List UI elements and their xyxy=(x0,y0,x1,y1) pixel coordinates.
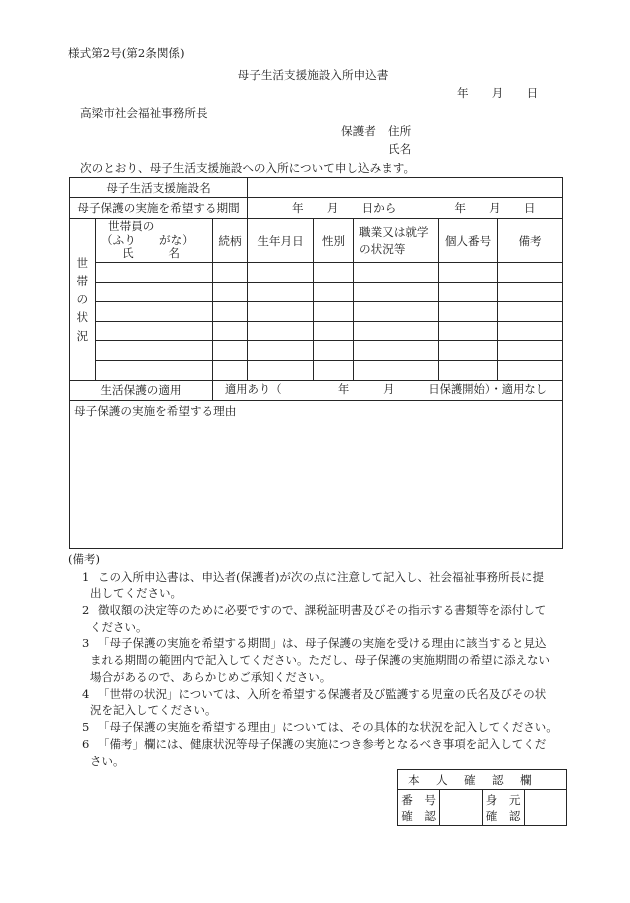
facility-name-label: 母子生活支援施設名 xyxy=(70,178,248,198)
reason-row xyxy=(70,400,563,548)
note-number: 6 xyxy=(82,736,90,751)
note-item xyxy=(82,719,590,736)
member-relation-cell xyxy=(213,263,248,283)
member-remarks-cell xyxy=(498,360,563,380)
note-line: ください。 xyxy=(90,619,148,634)
member-name-cell xyxy=(96,263,213,283)
form-title: 母子生活支援施設入所申込書 xyxy=(237,68,389,82)
member-occupation-cell xyxy=(354,282,439,302)
identity-verification-box xyxy=(397,769,567,826)
note-item xyxy=(82,736,590,769)
household-status-label: 世帯の状況 xyxy=(76,255,89,343)
guardian-label: 保護者 xyxy=(341,124,376,138)
member-sex-cell xyxy=(314,360,354,380)
welfare-row xyxy=(70,380,563,400)
member-sex-cell xyxy=(314,263,354,283)
member-sex-cell xyxy=(314,321,354,341)
member-personal-number-cell xyxy=(439,360,498,380)
note-line xyxy=(82,569,590,586)
member-birthdate-cell xyxy=(248,341,314,361)
member-header-line-2: （ふり がな） xyxy=(101,232,194,247)
note-text: 「世帯の状況」については、入所を希望する保護者及び監護する児童の氏名及びその状 xyxy=(98,686,547,701)
member-name-cell xyxy=(96,282,213,302)
member-name-cell xyxy=(96,360,213,380)
note-item xyxy=(82,602,590,635)
member-sex-cell xyxy=(314,302,354,322)
application-table xyxy=(69,177,563,549)
verification-body-row xyxy=(398,790,567,826)
household-member-row xyxy=(70,282,563,302)
member-remarks-cell xyxy=(498,321,563,341)
member-header-line-3: 氏 名 xyxy=(122,246,180,261)
note-number: 2 xyxy=(82,603,90,618)
note-text: 「備考」欄には、健康状況等母子保護の実施につき参考となるべき事項を記入してくだ xyxy=(98,736,547,751)
note-text: この入所申込書は、申込者(保護者)が次の点に注意して記入し、社会福祉事務所長に提 xyxy=(98,569,544,584)
member-occupation-cell xyxy=(354,360,439,380)
member-personal-number-cell xyxy=(439,263,498,283)
form-number: 様式第2号(第2条関係) xyxy=(68,46,185,60)
address-label: 住所 xyxy=(388,124,412,138)
verification-heading: 本 人 確 認 欄 xyxy=(398,770,567,790)
member-remarks-cell xyxy=(498,263,563,283)
member-birthdate-cell xyxy=(248,302,314,322)
member-remarks-cell xyxy=(498,302,563,322)
identity-check-line-2: 確 認 xyxy=(485,808,521,823)
member-sex-cell xyxy=(314,282,354,302)
note-text: 「母子保護の実施を希望する理由」については、その具体的な状況を記入してください。 xyxy=(98,720,558,735)
intro-statement: 次のとおり、母子生活支援施設への入所について申し込みます。 xyxy=(80,161,416,175)
note-number: 5 xyxy=(82,720,90,735)
identity-check-line-1: 身 元 xyxy=(485,792,521,807)
member-birthdate-cell xyxy=(248,321,314,341)
member-birthdate-cell xyxy=(248,360,314,380)
remarks-header: 備考 xyxy=(498,219,563,263)
note-item xyxy=(82,569,590,602)
member-personal-number-cell xyxy=(439,321,498,341)
member-relation-cell xyxy=(213,282,248,302)
occupation-header-cell xyxy=(354,219,439,263)
member-relation-cell xyxy=(213,360,248,380)
member-name-header xyxy=(96,219,213,263)
reason-label: 母子保護の実施を希望する理由 xyxy=(70,400,563,548)
note-line: 場合があるので、あらかじめご承知ください。 xyxy=(90,669,332,684)
note-line xyxy=(82,719,590,736)
member-relation-cell xyxy=(213,321,248,341)
member-relation-cell xyxy=(213,341,248,361)
date-line: 年 月 日 xyxy=(457,86,539,100)
notes-heading: (備考) xyxy=(68,551,100,566)
note-text: 徴収額の決定等のために必要ですので、課税証明書及びその指示する書類等を添付して xyxy=(98,603,547,618)
member-relation-cell xyxy=(213,302,248,322)
member-birthdate-cell xyxy=(248,263,314,283)
note-line xyxy=(82,635,590,652)
note-line: まれる期間の範囲内で記入してください。ただし、母子保護の実施期間の希望に添えない xyxy=(90,653,550,668)
member-birthdate-cell xyxy=(248,282,314,302)
note-item xyxy=(82,635,590,685)
addressee: 高梁市社会福祉事務所長 xyxy=(80,106,208,120)
note-number: 4 xyxy=(82,686,90,701)
note-number: 1 xyxy=(82,569,90,584)
member-header-line-1: 世帯員の xyxy=(108,219,155,234)
member-remarks-cell xyxy=(498,282,563,302)
note-number: 3 xyxy=(82,636,90,651)
note-line xyxy=(82,736,590,753)
relation-header: 続柄 xyxy=(213,219,248,263)
note-line xyxy=(82,602,590,619)
personal-number-header: 個人番号 xyxy=(439,219,498,263)
member-name-cell xyxy=(96,321,213,341)
household-member-row xyxy=(70,302,563,322)
note-line xyxy=(82,686,590,703)
note-line: 出してください。 xyxy=(90,586,182,601)
birthdate-header: 生年月日 xyxy=(248,219,314,263)
note-line: さい。 xyxy=(90,753,125,768)
facility-row xyxy=(70,178,563,198)
welfare-label: 生活保護の適用 xyxy=(70,380,213,400)
member-name-cell xyxy=(96,341,213,361)
identity-check-value-cell xyxy=(524,790,566,826)
period-label: 母子保護の実施を希望する期間 xyxy=(70,198,248,219)
verification-header-row xyxy=(398,770,567,790)
number-check-line-1: 番 号 xyxy=(401,792,437,807)
period-row xyxy=(70,198,563,219)
note-item xyxy=(82,686,590,719)
sex-header: 性別 xyxy=(314,219,354,263)
number-check-label xyxy=(398,790,440,826)
note-text: 「母子保護の実施を希望する期間」は、母子保護の実施を受ける理由に該当すると見込 xyxy=(98,636,547,651)
member-occupation-cell xyxy=(354,302,439,322)
identity-check-label xyxy=(482,790,524,826)
household-member-row xyxy=(70,360,563,380)
member-personal-number-cell xyxy=(439,302,498,322)
household-member-row xyxy=(70,341,563,361)
member-personal-number-cell xyxy=(439,341,498,361)
welfare-value: 適用あり（ 年 月 日保護開始）・適用なし xyxy=(213,380,563,400)
facility-name-value-cell xyxy=(248,178,563,198)
member-remarks-cell xyxy=(498,341,563,361)
period-value: 年 月 日から 年 月 日 xyxy=(248,198,563,219)
name-label: 氏名 xyxy=(388,142,412,156)
member-occupation-cell xyxy=(354,341,439,361)
note-line: 況を記入してください。 xyxy=(90,703,217,718)
occupation-header: 職業又は就学の状況等 xyxy=(359,224,429,256)
number-check-value-cell xyxy=(440,790,482,826)
member-sex-cell xyxy=(314,341,354,361)
member-personal-number-cell xyxy=(439,282,498,302)
member-occupation-cell xyxy=(354,321,439,341)
number-check-line-2: 確 認 xyxy=(401,808,437,823)
member-name-cell xyxy=(96,302,213,322)
household-member-row xyxy=(70,263,563,283)
household-status-label-cell xyxy=(70,219,96,381)
member-occupation-cell xyxy=(354,263,439,283)
household-member-row xyxy=(70,321,563,341)
notes-list xyxy=(82,569,590,770)
household-header-row xyxy=(70,219,563,263)
